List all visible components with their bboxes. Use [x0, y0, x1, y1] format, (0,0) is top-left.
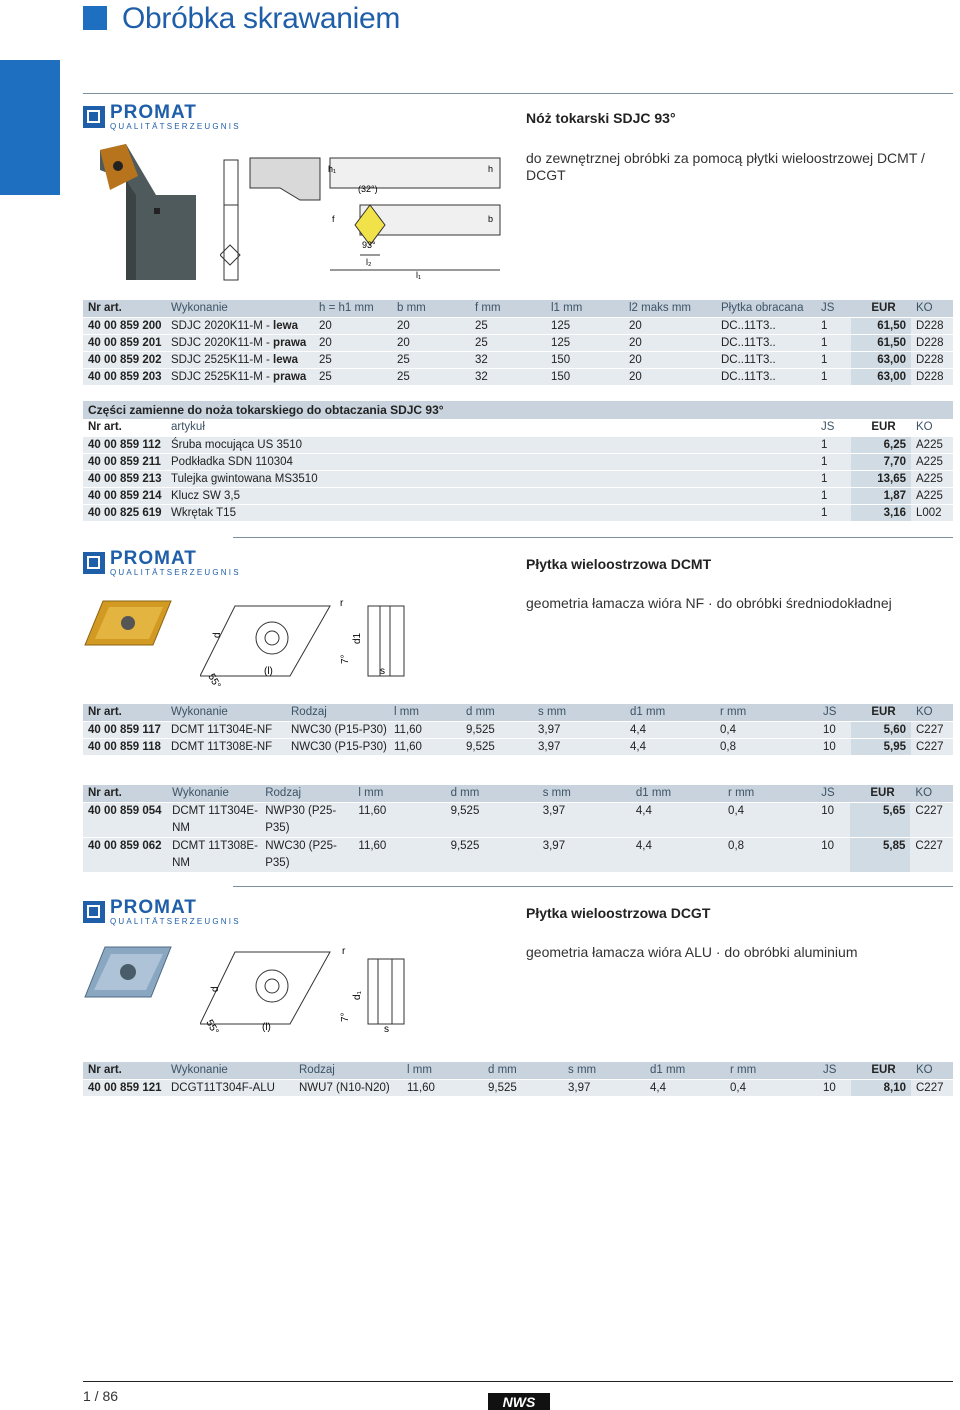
- dim-d1: d1: [352, 632, 363, 644]
- col-s: s mm: [542, 787, 571, 800]
- cell-wyk-text: SDJC 2525K11-M -: [171, 370, 274, 383]
- dim-s: s: [384, 1024, 389, 1035]
- cell-ko: C227: [916, 723, 944, 736]
- dcmt-nf-table: [83, 704, 953, 755]
- cell-r: 0,8: [728, 839, 745, 852]
- dim-l: (l): [262, 1022, 271, 1033]
- dim-angle-7: 7°: [340, 1012, 351, 1022]
- dcmt-insert-photo: [83, 598, 173, 648]
- cell-wykonanie: [166, 351, 314, 368]
- col-r: r mm: [728, 787, 755, 800]
- col-ko: KO: [916, 1064, 933, 1077]
- col-l: l mm: [358, 787, 384, 800]
- cell-js: 1: [821, 319, 828, 332]
- sdjc-technical-drawing: [220, 150, 510, 285]
- col-js: JS: [821, 302, 835, 315]
- cell-d1: 4,4: [630, 723, 646, 736]
- dim-d: d: [210, 986, 221, 992]
- cell-wykonanie: DCMT 11T304E-NM: [172, 804, 258, 834]
- dim-l: (l): [264, 666, 273, 677]
- col-s: s mm: [568, 1064, 597, 1077]
- cell-artykul: Tulejka gwintowana MS3510: [171, 472, 318, 485]
- cell-ko: D228: [916, 336, 944, 349]
- cell-l: 11,60: [407, 1081, 435, 1094]
- cell-js: 1: [821, 489, 828, 502]
- cell-l2: 20: [629, 336, 642, 349]
- col-wykonanie: Wykonanie: [171, 302, 228, 315]
- tool-holder-photo: [96, 140, 204, 282]
- col-nr: Nr art.: [88, 706, 122, 719]
- col-nr: Nr art.: [88, 421, 122, 434]
- dim-r: r: [340, 598, 344, 609]
- dim-angle-93: 93°: [362, 240, 376, 250]
- table-row: [83, 487, 953, 504]
- col-h: h = h1 mm: [319, 302, 374, 315]
- table-header-row: [83, 1062, 953, 1079]
- section-desc-sdjc: do zewnętrznej obróbki za pomocą płytki wieloostrzowej DCMT / DCGT: [526, 150, 925, 183]
- cell-nr: 40 00 859 203: [88, 370, 162, 383]
- dim-h: h: [488, 164, 494, 174]
- col-nr: Nr art.: [88, 787, 122, 800]
- cell-rodzaj: NWP30 (P25-P35): [265, 804, 337, 834]
- promat-mark-icon: [83, 106, 105, 128]
- table-row: [83, 738, 953, 755]
- cell-eur: 3,16: [851, 504, 911, 521]
- cell-ko: A225: [916, 489, 943, 502]
- cell-d: 9,525: [450, 804, 480, 817]
- cell-rodzaj: NWU7 (N10-N20): [299, 1081, 390, 1094]
- promat-logo: [83, 897, 241, 931]
- cell-wykonanie: DCMT 11T304E-NF: [171, 723, 273, 736]
- col-eur: EUR: [870, 787, 895, 800]
- side-tab: [0, 60, 60, 195]
- col-rodzaj: Rodzaj: [299, 1064, 335, 1077]
- col-b: b mm: [397, 302, 426, 315]
- cell-d1: 4,4: [650, 1081, 666, 1094]
- col-eur: EUR: [871, 421, 896, 434]
- table-row: [83, 317, 953, 334]
- col-l: l mm: [394, 706, 419, 719]
- cell-js: 1: [821, 472, 828, 485]
- cell-r: 0,4: [728, 804, 745, 817]
- cell-nr: 40 00 859 121: [88, 1081, 162, 1094]
- cell-ko: D228: [916, 353, 944, 366]
- cell-wykonanie: [166, 334, 314, 351]
- col-wykonanie: Wykonanie: [172, 787, 229, 800]
- cell-nr: 40 00 859 214: [88, 489, 162, 502]
- cell-artykul: Wkrętak T15: [171, 506, 236, 519]
- cell-eur: 63,00: [851, 368, 911, 385]
- col-js: JS: [821, 421, 835, 434]
- col-d: d mm: [488, 1064, 517, 1077]
- cell-h: 20: [319, 336, 332, 349]
- cell-f: 25: [475, 336, 488, 349]
- cell-js: 1: [821, 455, 828, 468]
- cell-side: prawa: [273, 370, 307, 383]
- cell-eur: 5,60: [851, 721, 911, 738]
- section-desc-dcgt: geometria łamacza wióra ALU · do obróbki aluminium: [526, 944, 858, 960]
- cell-d1: 4,4: [635, 839, 652, 852]
- cell-wykonanie: [166, 317, 314, 334]
- cell-side: lewa: [273, 353, 298, 366]
- cell-eur: 61,50: [851, 334, 911, 351]
- cell-r: 0,8: [720, 740, 736, 753]
- logo-name: PROMAT: [110, 548, 197, 569]
- dim-angle-55: 55°: [205, 672, 223, 691]
- cell-nr: 40 00 859 202: [88, 353, 162, 366]
- cell-l: 11,60: [394, 740, 422, 753]
- col-ko: KO: [915, 787, 933, 800]
- cell-wykonanie: DCMT 11T308E-NF: [171, 740, 273, 753]
- nws-logo-text: NWS: [502, 1394, 536, 1410]
- cell-eur: 5,95: [851, 738, 911, 755]
- logo-tagline: QUALITÄTSERZEUGNIS: [110, 917, 241, 926]
- page-title: Obróbka skrawaniem: [122, 2, 401, 35]
- cell-eur: 61,50: [851, 317, 911, 334]
- cell-f: 32: [475, 353, 488, 366]
- col-wykonanie: Wykonanie: [171, 706, 228, 719]
- cell-js: 1: [821, 336, 828, 349]
- cell-nr: 40 00 859 117: [88, 723, 161, 736]
- table-header-row: [83, 785, 953, 802]
- dcgt-insert-photo: [83, 944, 173, 1000]
- cell-ko: D228: [916, 319, 944, 332]
- cell-plytka: DC..11T3..: [721, 353, 776, 366]
- col-ko: KO: [916, 421, 933, 434]
- cell-eur: 13,65: [851, 470, 911, 487]
- cell-ko: C227: [916, 740, 944, 753]
- promat-mark-icon: [83, 901, 105, 923]
- header-square: [83, 6, 107, 30]
- dim-h1: h₁: [328, 164, 337, 174]
- table-row: [83, 334, 953, 351]
- cell-l2: 20: [629, 353, 642, 366]
- cell-artykul: Podkładka SDN 110304: [171, 455, 293, 468]
- cell-nr: 40 00 859 213: [88, 472, 162, 485]
- dcmt-technical-drawing: [200, 596, 410, 691]
- cell-ko: C227: [915, 839, 943, 852]
- col-d: d mm: [466, 706, 495, 719]
- cell-s: 3,97: [542, 804, 566, 817]
- cell-nr: 40 00 825 619: [88, 506, 162, 519]
- cell-js: 10: [821, 804, 835, 817]
- section-divider: [83, 93, 953, 94]
- cell-ko: D228: [916, 370, 944, 383]
- col-js: JS: [823, 1064, 837, 1077]
- dcgt-technical-drawing: [200, 944, 410, 1039]
- cell-js: 10: [823, 723, 836, 736]
- cell-artykul: Klucz SW 3,5: [171, 489, 241, 502]
- col-d1: d1 mm: [635, 787, 672, 800]
- cell-js: 1: [821, 438, 828, 451]
- col-nr: Nr art.: [88, 302, 122, 315]
- dcgt-table: [83, 1062, 953, 1096]
- cell-rodzaj: NWC30 (P15-P30): [291, 740, 387, 753]
- dim-angle-32: (32°): [358, 184, 378, 194]
- cell-s: 3,97: [538, 723, 561, 736]
- cell-l: 11,60: [358, 839, 387, 852]
- cell-ko: L002: [916, 506, 942, 519]
- col-plytka: Płytka obracana: [721, 302, 804, 315]
- col-d1: d1 mm: [650, 1064, 686, 1077]
- dim-l2: l₂: [366, 257, 372, 267]
- table-row: [83, 453, 953, 470]
- col-artykul: artykuł: [171, 421, 205, 434]
- cell-js: 10: [821, 839, 835, 852]
- cell-h: 25: [319, 370, 332, 383]
- table-row: [83, 802, 953, 837]
- cell-s: 3,97: [538, 740, 561, 753]
- cell-wykonanie: DCMT 11T308E-NM: [172, 839, 258, 869]
- cell-js: 10: [823, 1081, 836, 1094]
- cell-d: 9,525: [466, 723, 495, 736]
- cell-js: 10: [823, 740, 836, 753]
- cell-l1: 150: [551, 353, 571, 366]
- cell-b: 20: [397, 319, 410, 332]
- cell-l1: 125: [551, 336, 571, 349]
- cell-b: 20: [397, 336, 410, 349]
- cell-nr: 40 00 859 211: [88, 455, 161, 468]
- cell-side: lewa: [273, 319, 298, 332]
- cell-eur: 1,87: [851, 487, 911, 504]
- section-divider: [233, 537, 953, 538]
- cell-eur: 7,70: [851, 453, 911, 470]
- promat-logo: [83, 102, 241, 136]
- cell-js: 1: [821, 353, 828, 366]
- cell-nr: 40 00 859 062: [88, 839, 162, 852]
- cell-r: 0,4: [730, 1081, 746, 1094]
- col-ko: KO: [916, 706, 933, 719]
- dim-angle-55: 55°: [203, 1018, 221, 1037]
- cell-f: 32: [475, 370, 488, 383]
- cell-s: 3,97: [542, 839, 566, 852]
- cell-nr: 40 00 859 118: [88, 740, 161, 753]
- cell-b: 25: [397, 370, 410, 383]
- cell-eur: 5,65: [850, 802, 911, 837]
- promat-mark-icon: [83, 552, 105, 574]
- logo-tagline: QUALITÄTSERZEUGNIS: [110, 568, 241, 577]
- cell-plytka: DC..11T3..: [721, 336, 776, 349]
- cell-nr: 40 00 859 201: [88, 336, 162, 349]
- col-eur: EUR: [871, 706, 896, 719]
- cell-js: 1: [821, 370, 828, 383]
- cell-plytka: DC..11T3..: [721, 370, 776, 383]
- col-nr: Nr art.: [88, 1064, 122, 1077]
- cell-js: 1: [821, 506, 828, 519]
- col-f: f mm: [475, 302, 501, 315]
- cell-nr: 40 00 859 112: [88, 438, 161, 451]
- col-l: l mm: [407, 1064, 432, 1077]
- col-l2: l2 maks mm: [629, 302, 691, 315]
- dcmt-nm-table: [83, 785, 953, 872]
- col-eur: EUR: [871, 1064, 896, 1077]
- cell-l: 11,60: [358, 804, 387, 817]
- cell-rodzaj: NWC30 (P25-P35): [265, 839, 337, 869]
- spares-table: [83, 419, 953, 521]
- nws-logo: [488, 1393, 550, 1410]
- col-rodzaj: Rodzaj: [265, 787, 302, 800]
- cell-l1: 150: [551, 370, 571, 383]
- cell-wyk-text: SDJC 2525K11-M -: [171, 353, 274, 366]
- table-row: [83, 368, 953, 385]
- cell-ko: C227: [916, 1081, 944, 1094]
- cell-l1: 125: [551, 319, 571, 332]
- cell-s: 3,97: [568, 1081, 591, 1094]
- logo-tagline: QUALITÄTSERZEUGNIS: [110, 122, 241, 131]
- cell-nr: 40 00 859 200: [88, 319, 162, 332]
- section-title-dcgt: Płytka wieloostrzowa DCGT: [526, 905, 711, 921]
- dim-s: s: [380, 666, 385, 677]
- section-title-dcmt: Płytka wieloostrzowa DCMT: [526, 556, 712, 572]
- cell-l2: 20: [629, 370, 642, 383]
- sdjc-table: [83, 300, 953, 385]
- section-desc-dcmt: geometria łamacza wióra NF · do obróbki średniodokładnej: [526, 595, 892, 611]
- cell-wyk-text: SDJC 2020K11-M -: [171, 336, 274, 349]
- cell-wykonanie: [166, 368, 314, 385]
- cell-ko: A225: [916, 455, 943, 468]
- table-row: [83, 351, 953, 368]
- table-row: [83, 721, 953, 738]
- cell-artykul: Śruba mocująca US 3510: [171, 438, 303, 451]
- cell-wykonanie: DCGT11T304F-ALU: [171, 1081, 275, 1094]
- cell-r: 0,4: [720, 723, 736, 736]
- cell-ko: A225: [916, 438, 943, 451]
- dim-f: f: [332, 214, 335, 224]
- dim-angle-7: 7°: [340, 654, 351, 664]
- dim-b: b: [488, 214, 494, 224]
- table-row: [83, 504, 953, 521]
- page-number: 1 / 86: [83, 1388, 119, 1404]
- col-js: JS: [821, 787, 835, 800]
- col-r: r mm: [730, 1064, 757, 1077]
- table-row: [83, 1079, 953, 1096]
- cell-wyk-text: SDJC 2020K11-M -: [171, 319, 274, 332]
- cell-ko: C227: [915, 804, 943, 817]
- table-header-row: [83, 419, 953, 436]
- section-divider: [233, 886, 953, 887]
- col-rodzaj: Rodzaj: [291, 706, 327, 719]
- cell-d: 9,525: [450, 839, 480, 852]
- logo-name: PROMAT: [110, 102, 197, 123]
- cell-eur: 63,00: [851, 351, 911, 368]
- cell-ko: A225: [916, 472, 943, 485]
- cell-side: prawa: [273, 336, 307, 349]
- cell-h: 25: [319, 353, 332, 366]
- dim-l1: l₁: [416, 270, 422, 280]
- col-s: s mm: [538, 706, 567, 719]
- cell-eur: 6,25: [851, 436, 911, 453]
- footer-divider: [83, 1381, 953, 1382]
- cell-h: 20: [319, 319, 332, 332]
- promat-logo: [83, 548, 241, 582]
- cell-l2: 20: [629, 319, 642, 332]
- cell-d1: 4,4: [630, 740, 646, 753]
- table-header-row: [83, 300, 953, 317]
- cell-b: 25: [397, 353, 410, 366]
- table-row: [83, 837, 953, 872]
- col-d: d mm: [450, 787, 480, 800]
- dim-d: d: [212, 632, 223, 638]
- cell-eur: 5,85: [850, 837, 911, 872]
- cell-d1: 4,4: [635, 804, 652, 817]
- col-d1: d1 mm: [630, 706, 666, 719]
- col-js: JS: [823, 706, 837, 719]
- col-l1: l1 mm: [551, 302, 583, 315]
- table-row: [83, 470, 953, 487]
- dim-r: r: [342, 946, 346, 957]
- cell-plytka: DC..11T3..: [721, 319, 776, 332]
- spares-title: Części zamienne do noża tokarskiego do obtaczania SDJC 93°: [83, 401, 953, 419]
- col-wykonanie: Wykonanie: [171, 1064, 228, 1077]
- cell-l: 11,60: [394, 723, 422, 736]
- dim-d1: d₁: [352, 991, 363, 1000]
- cell-eur: 8,10: [851, 1079, 911, 1096]
- section-title-sdjc: Nóż tokarski SDJC 93°: [526, 110, 676, 126]
- cell-rodzaj: NWC30 (P15-P30): [291, 723, 387, 736]
- col-ko: KO: [916, 302, 933, 315]
- col-r: r mm: [720, 706, 747, 719]
- cell-f: 25: [475, 319, 488, 332]
- col-eur: EUR: [871, 302, 896, 315]
- logo-name: PROMAT: [110, 897, 197, 918]
- cell-d: 9,525: [466, 740, 495, 753]
- table-header-row: [83, 704, 953, 721]
- table-row: [83, 436, 953, 453]
- cell-nr: 40 00 859 054: [88, 804, 162, 817]
- cell-d: 9,525: [488, 1081, 517, 1094]
